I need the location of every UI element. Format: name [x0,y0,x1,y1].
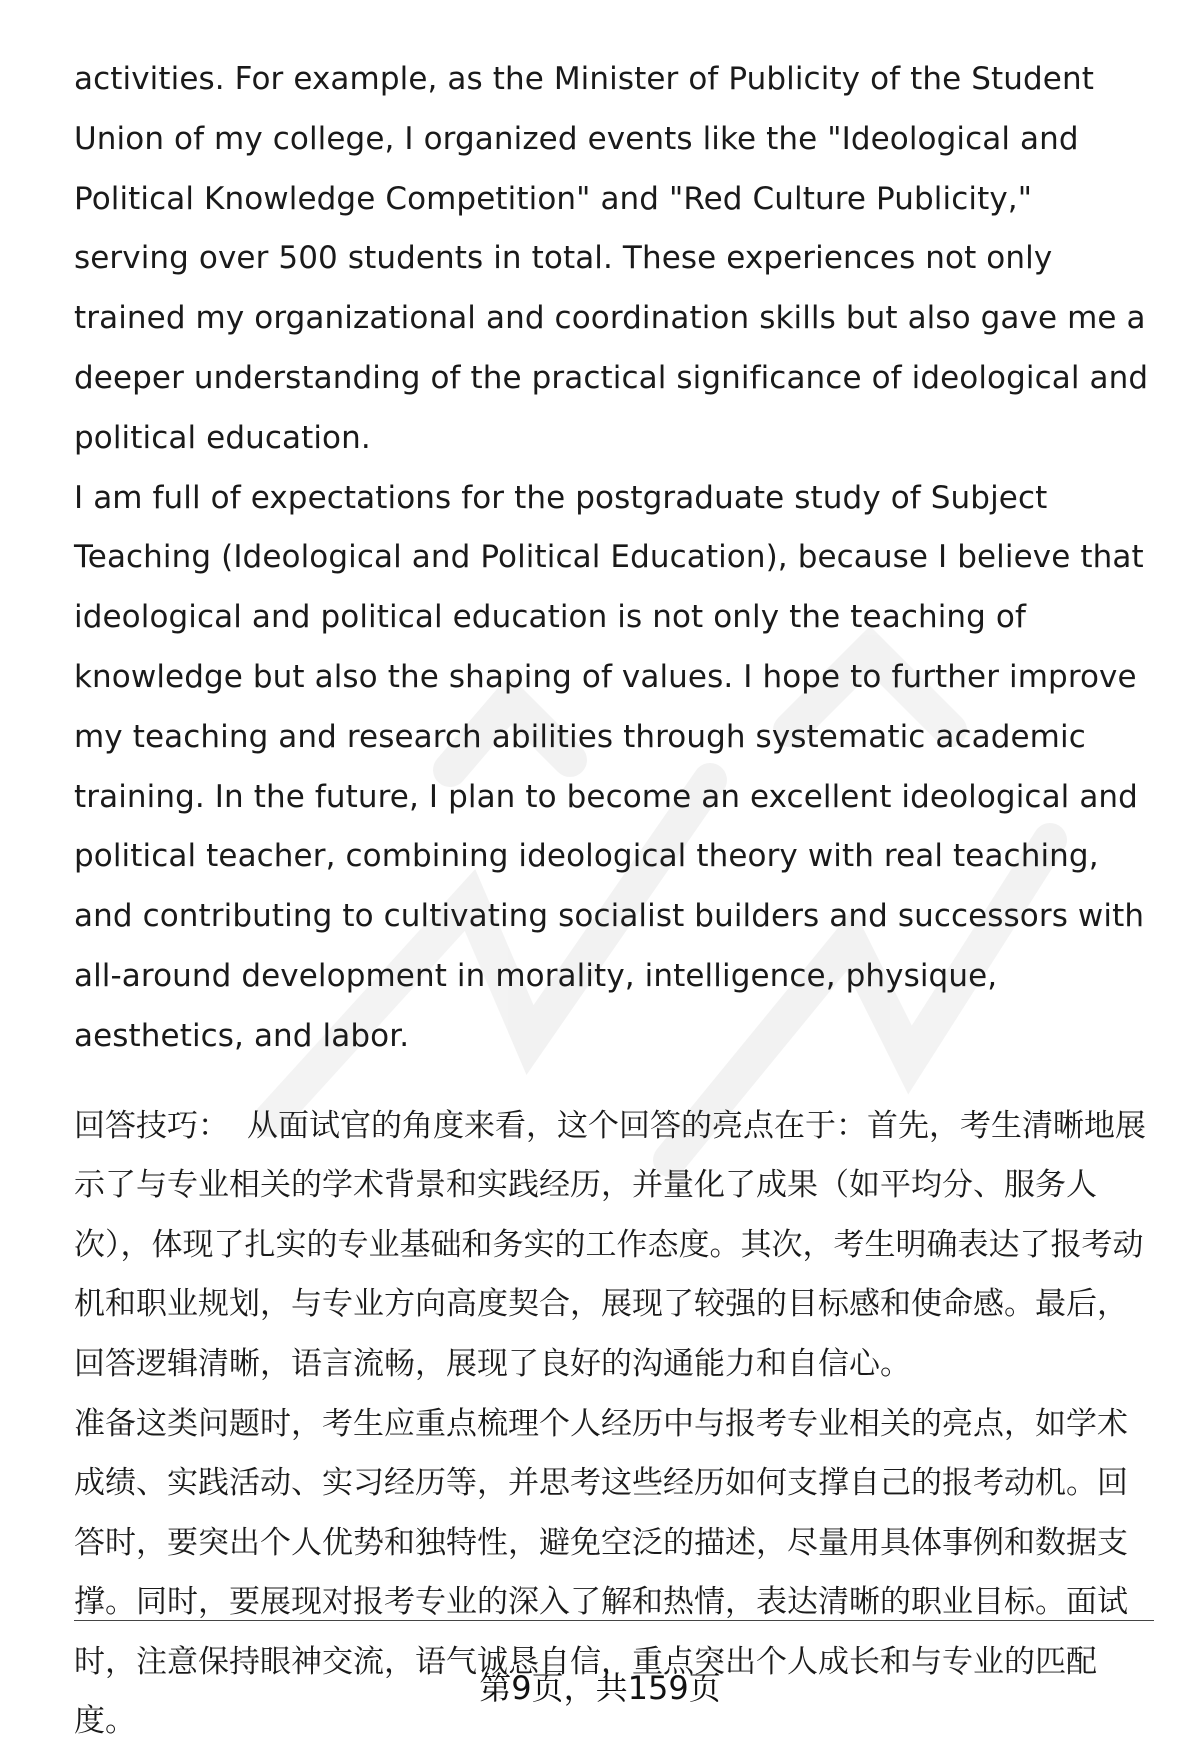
document-body [74,50,1154,1752]
page-number: 第9页，共159页 [479,1669,721,1707]
section-gap [74,1067,1154,1097]
answer-paragraph-1: activities. For example, as the Minister of Publicity of the Student Union of my college, I organized events like the "Ideological and Political Knowledge Competition" and "Red Culture Publicity," serving over 500 students in total. These experiences not only trained my organizational and coordination skills but also gave me a deeper understanding of the practical significance of ideological and political education. [74,61,1149,456]
footer-divider [74,1620,1154,1621]
tips-label: 回答技巧： [74,1107,229,1144]
answer-paragraph-2: I am full of expectations for the postgraduate study of Subject Teaching (Ideological and Political Education), because I believe that ideological and political education is not only the teaching of knowledge but also the shaping of values. I hope to further improve my teaching and research abilities through systematic academic training. In the future, I plan to become an excellent ideological and political teacher, combining ideological theory with real teaching, and contributing to cultivating socialist builders and successors with all-around development in morality, intelligence, physique, aesthetics, and labor. [74,479,1145,1054]
tips-paragraph-1 [74,1097,1154,1395]
tips-paragraph-2: 准备这类问题时，考生应重点梳理个人经历中与报考专业相关的亮点，如学术成绩、实践活动、实习经历等，并思考这些经历如何支撑自己的报考动机。回答时，要突出个人优势和独特性，避免空泛的描述，尽量用具体事例和数据支撑。同时，要展现对报考专业的深入了解和热情，表达清晰的职业目标。面试时，注意保持眼神交流，语气诚恳自信，重点突出个人成长和与专业的匹配度。 [74,1405,1128,1740]
tips-paragraph-1-text: 从面试官的角度来看，这个回答的亮点在于：首先，考生清晰地展示了与专业相关的学术背景和实践经历，并量化了成果（如平均分、服务人次），体现了扎实的专业基础和务实的工作态度。其次，考生明确表达了报考动机和职业规划，与专业方向高度契合，展现了较强的目标感和使命感。最后，回答逻辑清晰，语言流畅，展现了良好的沟通能力和自信心。 [74,1107,1146,1382]
